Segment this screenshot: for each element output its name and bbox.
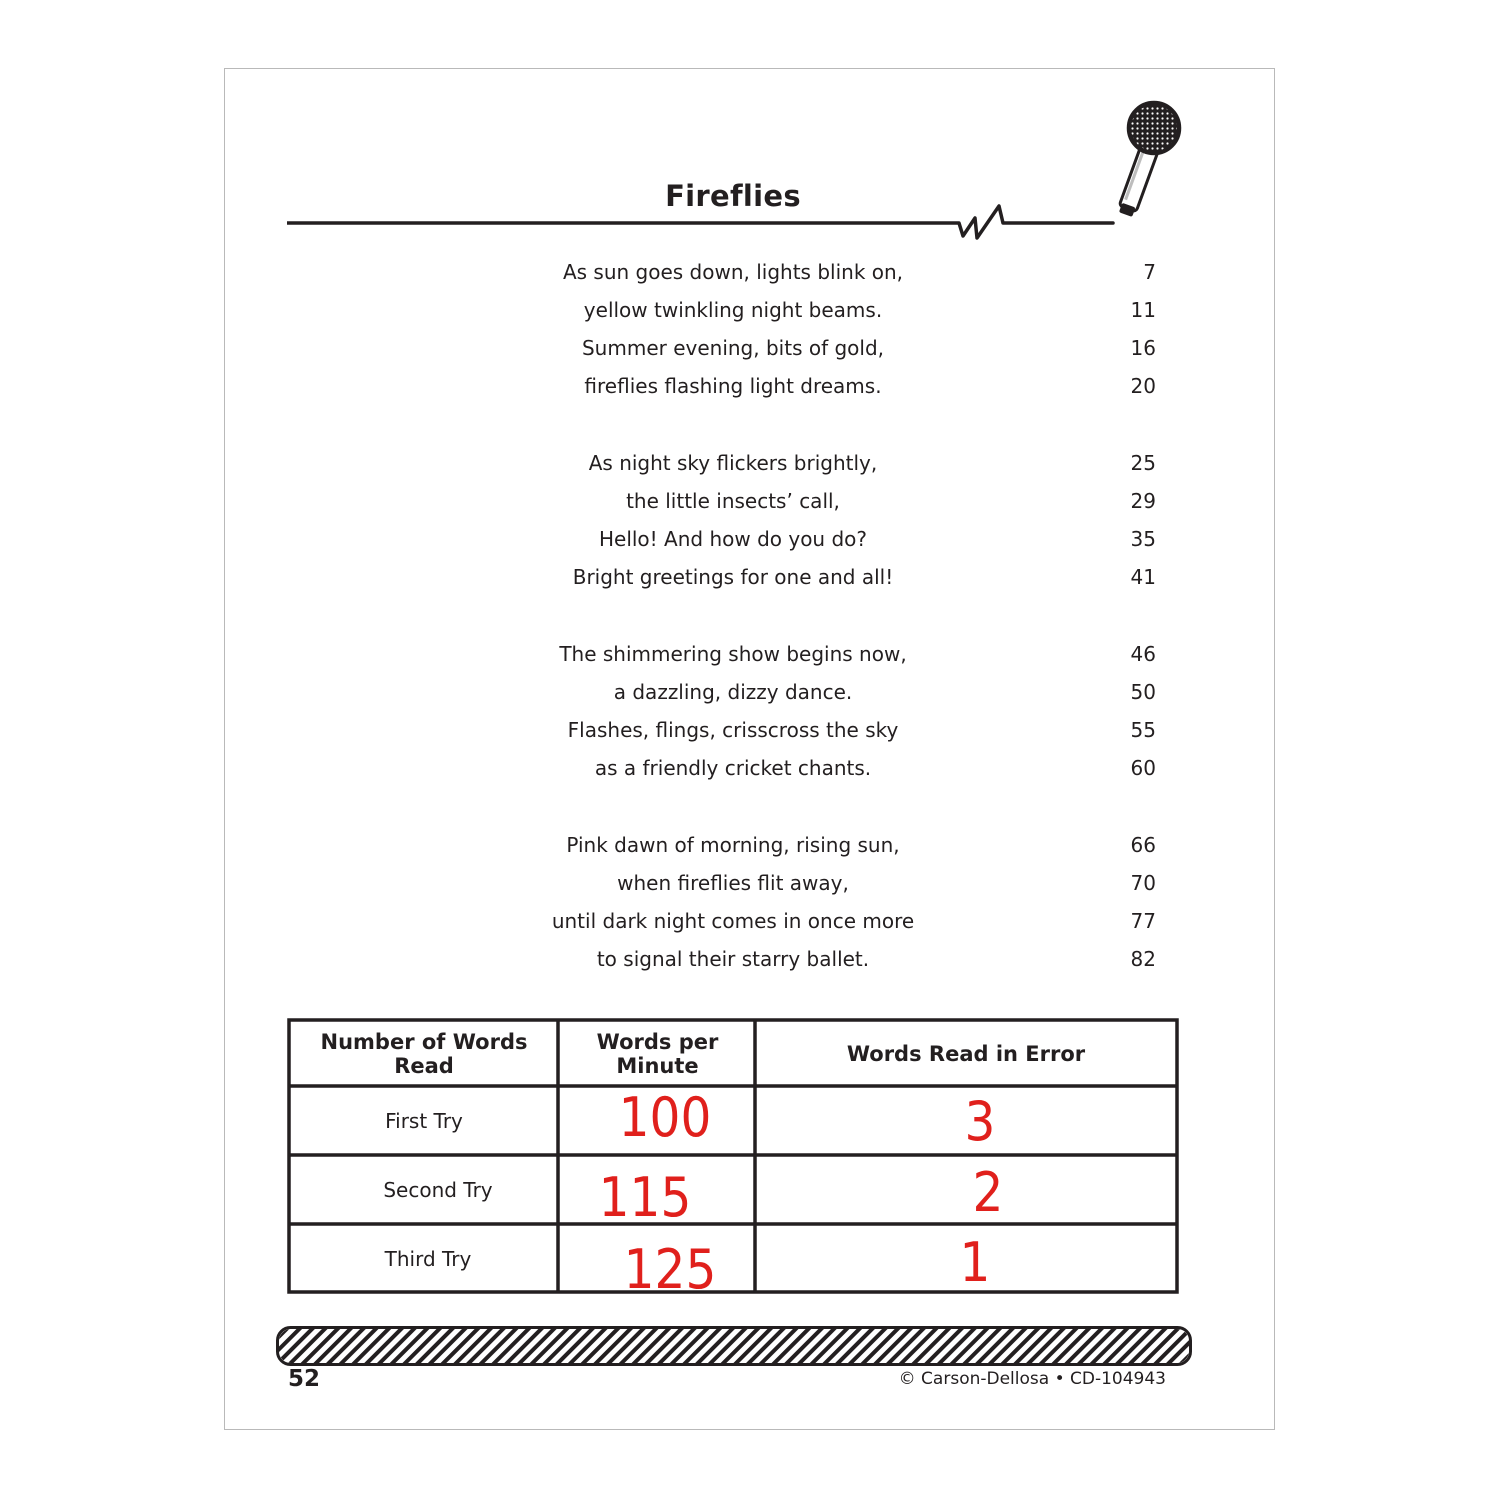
poem-line: as a friendly cricket chants. — [594, 756, 872, 780]
decorative-stripe-bar — [275, 1325, 1193, 1367]
page-number: 52 — [288, 1366, 321, 1392]
word-count: 41 — [1130, 565, 1156, 589]
table-header: Words per Minute — [596, 1030, 719, 1078]
handwritten-wpm: 115 — [598, 1166, 692, 1229]
poem-line: Hello! And how do you do? — [598, 527, 868, 551]
page-title: Fireflies — [665, 179, 801, 213]
poem-line: Pink dawn of morning, rising sun, — [566, 833, 900, 857]
word-count: 46 — [1130, 642, 1156, 666]
word-count: 82 — [1130, 947, 1156, 971]
word-count: 60 — [1130, 756, 1156, 780]
poem-line: fireflies flashing light dreams. — [584, 374, 882, 398]
poem-line: Bright greetings for one and all! — [572, 565, 894, 589]
table-header: Number of Words Read — [320, 1030, 528, 1078]
row-label: Second Try — [383, 1178, 493, 1202]
word-count: 70 — [1130, 871, 1156, 895]
word-count: 20 — [1130, 374, 1156, 398]
poem-line: Summer evening, bits of gold, — [581, 336, 885, 360]
word-count: 35 — [1130, 527, 1156, 551]
handwritten-wpm: 100 — [618, 1086, 712, 1149]
poem-line: to signal their starry ballet. — [596, 947, 870, 971]
word-count: 29 — [1130, 489, 1156, 513]
row-label: Third Try — [384, 1247, 472, 1271]
microphone-icon — [1100, 96, 1190, 226]
word-count: 11 — [1130, 298, 1156, 322]
poem-line: The shimmering show begins now, — [559, 642, 907, 666]
word-count: 50 — [1130, 680, 1156, 704]
poem-line: a dazzling, dizzy dance. — [613, 680, 853, 704]
handwritten-errors: 2 — [972, 1161, 1004, 1224]
poem-line: As night sky flickers brightly, — [588, 451, 878, 475]
word-count: 7 — [1143, 260, 1156, 284]
word-count: 66 — [1130, 833, 1156, 857]
handwritten-errors: 1 — [959, 1231, 991, 1294]
poem-line: Flashes, flings, crisscross the sky — [567, 718, 899, 742]
word-count: 55 — [1130, 718, 1156, 742]
copyright-text: © Carson-Dellosa • CD-104943 — [898, 1369, 1166, 1389]
poem-line: when fireflies flit away, — [617, 871, 849, 895]
title-rule — [287, 98, 1127, 248]
table-header: Words Read in Error — [846, 1042, 1086, 1066]
poem-line: the little insects’ call, — [626, 489, 840, 513]
word-count: 77 — [1130, 909, 1156, 933]
handwritten-errors: 3 — [964, 1090, 996, 1153]
poem-line: As sun goes down, lights blink on, — [562, 260, 904, 284]
handwritten-wpm: 125 — [623, 1238, 717, 1301]
poem-line: until dark night comes in once more — [551, 909, 915, 933]
row-label: First Try — [385, 1109, 463, 1133]
poem-line: yellow twinkling night beams. — [583, 298, 883, 322]
word-count: 25 — [1130, 451, 1156, 475]
word-count: 16 — [1130, 336, 1156, 360]
